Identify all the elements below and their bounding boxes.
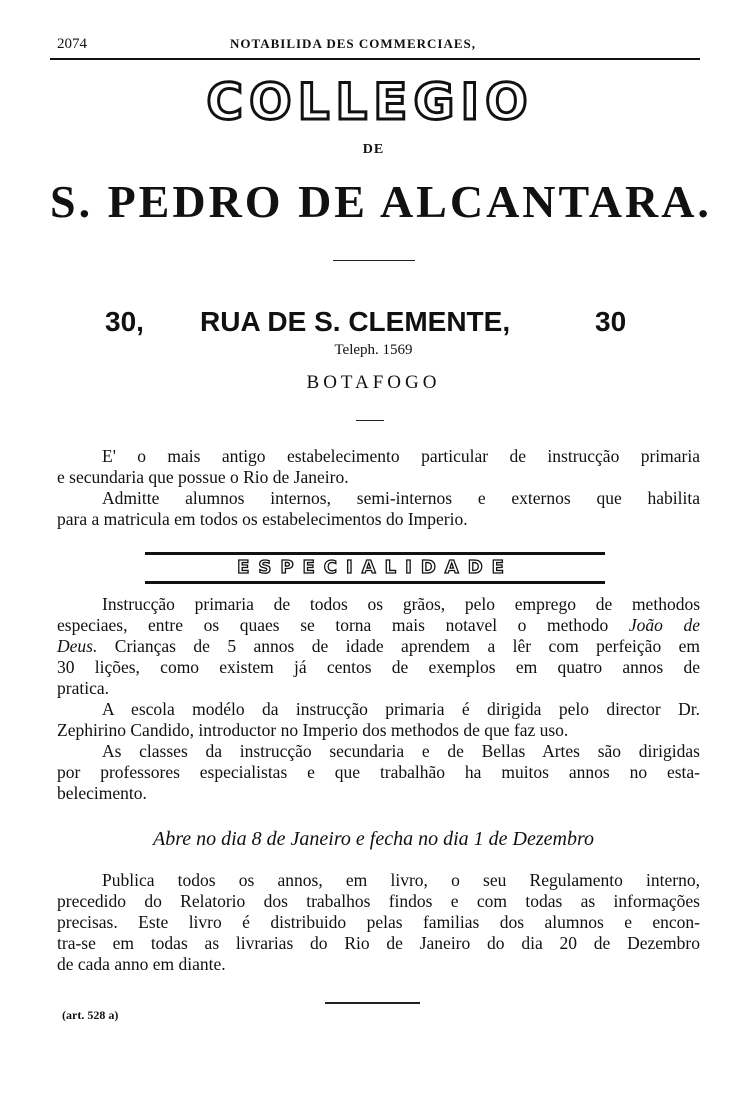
header-rule xyxy=(50,58,700,60)
body-paragraphs xyxy=(57,594,700,804)
divider-rule xyxy=(325,1002,420,1004)
text-line: Publica todos os annos, em livro, o seu Regulamento interno, xyxy=(102,870,700,890)
text-line: Zephirino Candido, introductor no Imperio dos methodos de que faz uso. xyxy=(57,720,569,740)
text-line: belecimento. xyxy=(57,783,147,803)
text-line: tra-se em todas as livrarias do Rio de Janeiro do dia 20 de Dezembro xyxy=(57,933,700,953)
address-street: RUA DE S. CLEMENTE, xyxy=(200,306,511,337)
opening-notice: Abre no dia 8 de Janeiro e fecha no dia 1 de Dezembro xyxy=(152,828,594,850)
divider-rule xyxy=(333,260,415,261)
title-de: DE xyxy=(362,142,385,157)
text-line: precisas. Este livro é distribuido pelas familias dos alumnos e encon- xyxy=(57,912,700,932)
school-name: S. PEDRO DE ALCANTARA. xyxy=(50,176,712,227)
address-number-left: 30, xyxy=(105,306,144,337)
district: BOTAFOGO xyxy=(306,372,441,393)
divider-rule xyxy=(356,420,384,421)
text-line: especiaes, entre os quaes se torna mais notavel o methodo João de xyxy=(57,615,700,635)
intro-paragraph xyxy=(57,446,700,530)
text-line: Admitte alumnos internos, semi-internos e externos que habilita xyxy=(102,488,700,508)
running-head: NOTABILIDA DES COMMERCIAES, xyxy=(230,36,476,51)
text-line: Instrucção primaria de todos os grãos, pelo emprego de methodos xyxy=(102,594,700,614)
text-line: 30 lições, como existem já centos de exemplos em quatro annos de xyxy=(57,657,700,677)
text-line: Deus. Crianças de 5 annos de idade aprendem a lêr com perfeição em xyxy=(57,636,700,656)
text-line: para a matricula em todos os estabelecimentos do Imperio. xyxy=(57,509,468,529)
text-line: e secundaria que possue o Rio de Janeiro. xyxy=(57,467,349,487)
address-number-right: 30 xyxy=(595,306,627,337)
text-line: por professores especialistas e que trabalhão ha muitos annos no esta- xyxy=(57,762,700,782)
telephone: Teleph. 1569 xyxy=(334,342,413,358)
text-line: A escola modélo da instrucção primaria é dirigida pelo director Dr. xyxy=(102,699,700,719)
page-number: 2074 xyxy=(57,36,87,52)
title-collegio: COLLEGIO xyxy=(206,73,534,131)
book-paragraph xyxy=(57,870,700,975)
text-line: de cada anno em diante. xyxy=(57,954,226,974)
text-line: E' o mais antigo estabelecimento particular de instrucção primaria xyxy=(102,446,700,466)
text-line: precedido do Relatorio dos trabalhos findos e com todas as informações xyxy=(57,891,700,911)
text-line: As classes da instrucção secundaria e de Bellas Artes são dirigidas xyxy=(102,741,700,761)
text-line: pratica. xyxy=(57,678,109,698)
specialty-heading: ESPECIALIDADE xyxy=(145,552,605,584)
article-reference: (art. 528 a) xyxy=(62,1008,119,1022)
